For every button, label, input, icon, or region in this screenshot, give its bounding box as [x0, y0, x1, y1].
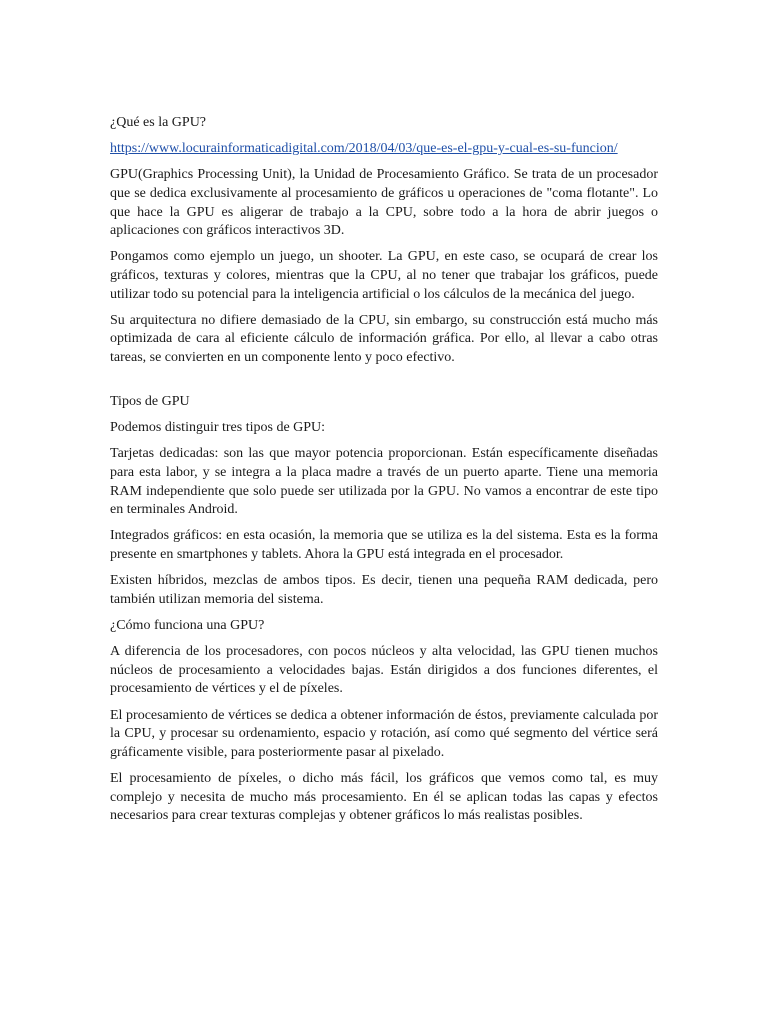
source-link[interactable]: https://www.locurainformaticadigital.com/2018/04/03/que-es-el-gpu-y-cual-es-su-funcion/ [110, 141, 618, 157]
how-paragraph-3: El procesamiento de píxeles, o dicho más fácil, los gráficos que vemos como tal, es muy complejo y necesita de mucho más procesamiento. En él se aplican todas las capas y efectos necesarios para crear texturas complejas y obtener gráficos lo más realistas posibles. [110, 770, 658, 824]
document-page [110, 114, 658, 833]
gpu-question-heading: ¿Qué es la GPU? [110, 115, 207, 130]
how-paragraph-2: El procesamiento de vértices se dedica a obtener información de éstos, previamente calculada por la CPU, y procesar su ordenamiento, espacio y rotación, así como qué segmento del vértice será gráficamente visible, para posteriormente pasar al pixelado. [110, 707, 658, 760]
types-intro: Podemos distinguir tres tipos de GPU: [110, 420, 326, 436]
intro-paragraph-1: GPU(Graphics Processing Unit), la Unidad de Procesamiento Gráfico. Se trata de un procesador que se dedica exclusivamente al procesamiento de gráficos u operaciones de "coma flotante". Lo que hace la GPU es aligerar de trabajo a la CPU, sobre todo a la hora de abrir juegos o aplicaciones con gráficos interactivos 3D. [110, 167, 658, 239]
how-paragraph-1: A diferencia de los procesadores, con pocos núcleos y alta velocidad, las GPU tienen muchos núcleos de procesamiento a velocidades bajas. Están dirigidos a dos funciones diferentes, el procesamiento de vértices y el de píxeles. [110, 644, 658, 697]
section-spacer [110, 375, 658, 393]
types-paragraph-hybrid: Existen híbridos, mezclas de ambos tipos. Es decir, tienen una pequeña RAM dedicada, pero también utilizan memoria del sistema. [110, 573, 658, 607]
types-paragraph-dedicated: Tarjetas dedicadas: son las que mayor potencia proporcionan. Están específicamente diseñadas para esta labor, y se integra a la placa madre a través de un puerto aparte. Tiene una memoria RAM independiente que solo puede ser utilizada por la GPU. No vamos a encontrar de este tipo en terminales Android. [110, 446, 658, 518]
intro-paragraph-3: Su arquitectura no difiere demasiado de la CPU, sin embargo, su construcción está mucho más optimizada de cara al eficiente cálculo de información gráfica. Por ello, al llevar a cabo otras tareas, se convierten en un componente lento y poco efectivo. [110, 312, 658, 365]
how-heading: ¿Cómo funciona una GPU? [110, 618, 265, 633]
source-link-line [110, 140, 658, 159]
types-heading: Tipos de GPU [110, 394, 190, 410]
types-paragraph-integrated: Integrados gráficos: en esta ocasión, la memoria que se utiliza es la del sistema. Esta es la forma presente en smartphones y tablets. Ahora la GPU está integrada en el procesador. [110, 528, 658, 563]
intro-paragraph-2: Pongamos como ejemplo un juego, un shooter. La GPU, en este caso, se ocupará de crear los gráficos, texturas y colores, mientras que la CPU, al no tener que trabajar los gráficos, puede utilizar todo su potencial para la inteligencia artificial o los cálculos de la mecánica del juego. [110, 249, 658, 302]
